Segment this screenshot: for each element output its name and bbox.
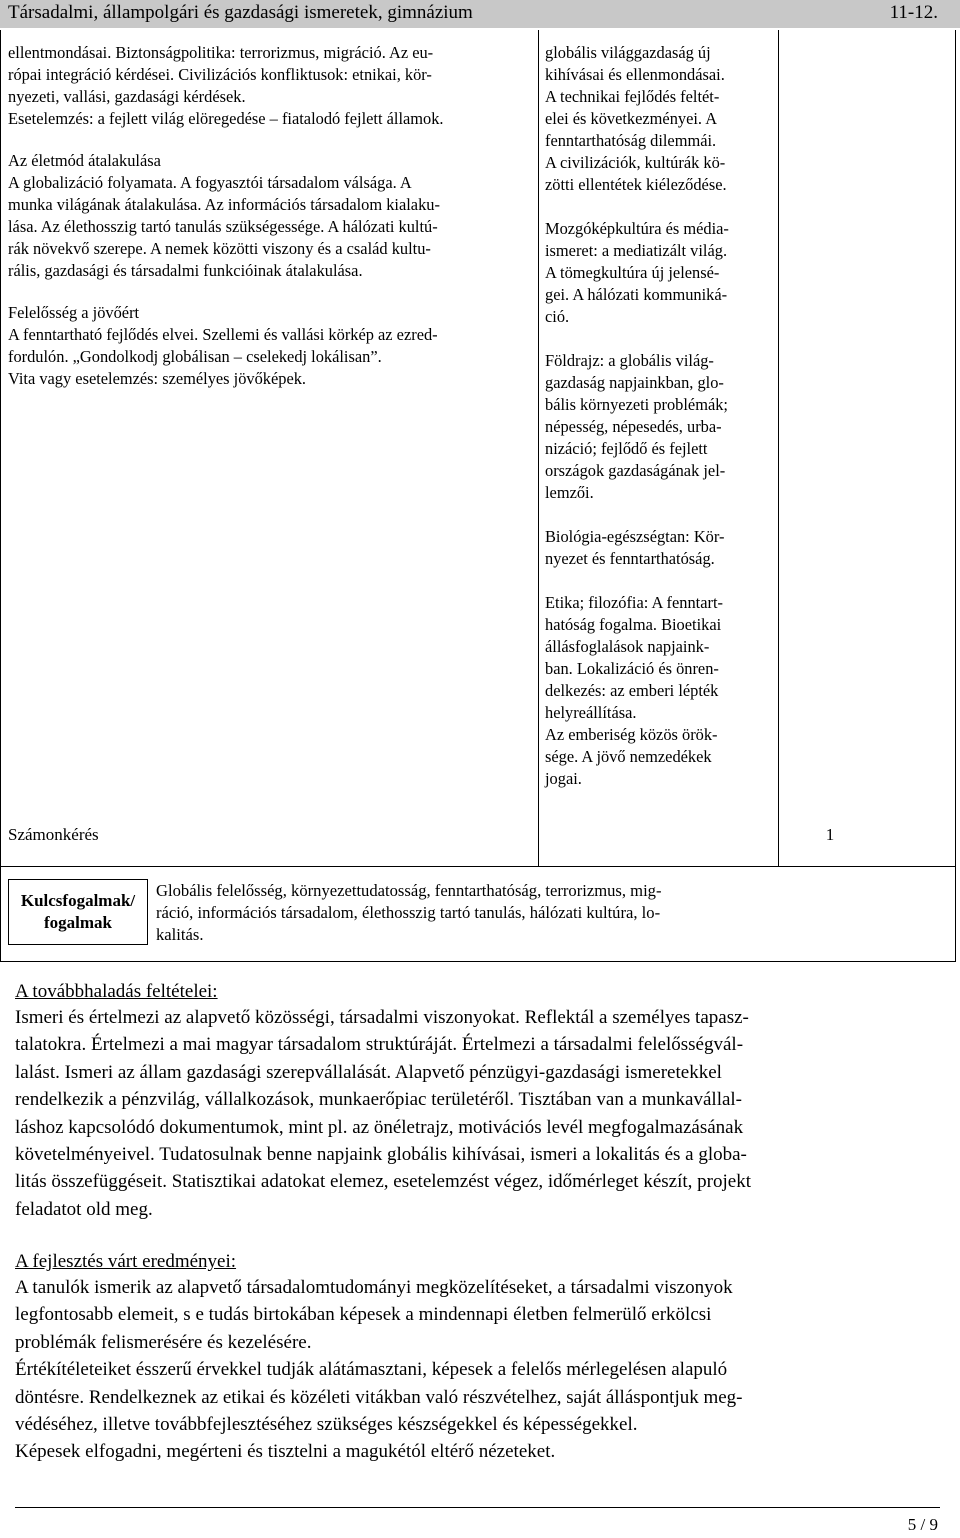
document-title: Társadalmi, állampolgári és gazdasági ismeretek, gimnázium [8,2,473,23]
text-line: láshoz kapcsolódó dokumentumok, mint pl. az önéletrajz, motivációs levél megfogalmazásának [15,1116,744,1138]
text-line: A globalizáció folyamata. A fogyasztói társadalom válsága. A [8,173,412,192]
text-line: Biológia-egészségtan: Kör- [545,527,725,546]
table-row-separator-2 [0,961,956,962]
progression-paragraph [15,1004,935,1223]
page-number: 5 / 9 [907,1515,938,1534]
text-line: kalitás. [156,925,204,944]
connections-column [545,42,777,812]
text-line: helyreállítása. [545,703,637,722]
text-line: gei. A hálózati kommuniká- [545,285,728,304]
connection-block-foldrajz [545,350,777,504]
key-concepts-label-line: Kulcsfogalmak/ [20,891,136,910]
text-line: lása. Az élethosszig tartó tanulás szükségessége. A hálózati kultú- [8,217,438,236]
text-line: A fenntartható fejlődés elvei. Szellemi és vallási körkép az ezred- [8,325,438,344]
text-line: feladatot old meg. [15,1198,153,1220]
text-line: A tömegkultúra új jelensé- [545,263,720,282]
section-title-felelosseg: Felelősség a jövőért [8,303,140,322]
text-line: Az emberiség közös örök- [545,725,718,744]
text-line: sége. A jövő nemzedékek [545,747,712,766]
connection-block-biologia [545,526,777,570]
text-line: fenntarthatóság dilemmái. [545,131,717,150]
key-concepts-label-line: fogalmak [43,913,112,932]
text-line: rendelkezik a pénzvilág, vállalkozások, munkaerőpiac területéről. Tisztában van a munkavállal- [15,1089,743,1111]
connection-block [545,42,777,196]
text-line: ció. [545,307,570,326]
text-line: Földrajz: a globális világ- [545,351,714,370]
outcomes-title: A fejlesztés várt eredményei: [15,1251,237,1272]
grade-label: 11-12. [889,2,938,23]
text-line: ráció, információs társadalom, élethosszig tartó tanulás, hálózati kultúra, lo- [156,903,661,922]
text-line: legfontosabb elemeit, s e tudás birtokában képesek a mindennapi életben felmerülő erkölcsi [15,1304,712,1326]
text-line: Értékítéleteiket ésszerű érvekkel tudják alátámasztani, képesek a felelős mérlegelésen alapuló [15,1359,728,1381]
text-line: gazdaság napjainkban, glo- [545,373,724,392]
text-line: lalást. Ismeri az állam gazdasági szerepvállalását. Alapvető pénzügyi-gazdasági ismeretekkel [15,1061,722,1083]
text-line: Etika; filozófia: A fenntart- [545,593,723,612]
table-border-left [0,30,1,962]
text-line: nyezet és fenntarthatóság. [545,549,715,568]
text-line: globális világgazdaság új [545,43,711,62]
key-concepts-text [156,880,756,946]
connection-block-etika [545,592,777,790]
outcomes-paragraph [15,1274,935,1466]
connection-block-media [545,218,777,328]
text-line: problémák felismerésére és kezelésére. [15,1331,312,1353]
text-line: zötti ellentétek kiéleződése. [545,175,727,194]
text-line: Mozgóképkultúra és média- [545,219,729,238]
text-line: elei és következményei. A [545,109,718,128]
text-line: A civilizációk, kultúrák kö- [545,153,726,172]
text-line: rópai integráció kérdései. Civilizációs konfliktusok: etnikai, kör- [8,65,432,84]
text-line: rális, gazdasági és társadalmi funkcióinak átalakulása. [8,261,363,280]
text-line: követelményeivel. Tudatosulnak benne napjaink globális kihívásai, ismeri a lokalitás és a globa- [15,1144,747,1166]
section-title-eletmod: Az életmód átalakulása [8,151,161,170]
text-line: A technikai fejlődés feltét- [545,87,720,106]
text-line: ellentmondásai. Biztonságpolitika: terrorizmus, migráció. Az eu- [8,43,434,62]
table-border-right [955,30,956,962]
topic-content-column [8,42,530,390]
assessment-label: Számonkérés [8,825,99,844]
text-line: Globális felelősség, környezettudatosság, fenntarthatóság, terrorizmus, mig- [156,881,662,900]
text-line: jogai. [545,769,582,788]
table-divider-main [538,30,539,866]
text-line: fordulón. „Gondolkodj globálisan – cselekedj lokálisan”. [8,347,382,366]
text-line: nizáció; fejlődő és fejlett [545,439,708,458]
text-line: Ismeri és értelmezi az alapvető közösségi, társadalmi viszonyokat. Reflektál a személyes tapasz- [15,1007,749,1028]
text-line: ismeret: a mediatizált világ. [545,241,728,260]
text-line: munka világának átalakulása. Az információs társadalom kialaku- [8,195,440,214]
key-concepts-label [8,879,148,945]
text-line: delkezés: az emberi lépték [545,681,719,700]
text-line: védéséhez, illetve továbbfejlesztéséhez szükséges készségekkel és képességekkel. [15,1414,638,1436]
text-line: talatokra. Értelmezi a mai magyar társadalom struktúráját. Értelmezi a társadalmi felelősségvál- [15,1034,744,1056]
text-line: országok gazdaságának jel- [545,461,726,480]
text-line: rák növekvő szerepe. A nemek közötti viszony és a család kultu- [8,239,431,258]
text-line: Vita vagy esetelemzés: személyes jövőképek. [8,369,307,388]
text-line: lemzői. [545,483,594,502]
assessment-value: 1 [825,825,835,844]
text-line: nyezeti, vallási, gazdasági kérdések. [8,87,246,106]
page-header [0,0,960,28]
table-row-separator-1 [0,866,956,867]
text-line: népesség, népesedés, urba- [545,417,722,436]
text-line: állásfoglalások napjaink- [545,637,710,656]
text-line: bális környezeti problémák; [545,395,728,414]
text-line: ban. Lokalizáció és önren- [545,659,719,678]
text-line: litás összefüggéseit. Statisztikai adatokat elemez, esetelemzést végez, időmérleget készít, projekt [15,1171,751,1193]
text-line: döntésre. Rendelkeznek az etikai és közéleti vitákban való részvételhez, saját álláspontjuk meg- [15,1386,743,1408]
text-line: A tanulók ismerik az alapvető társadalomtudományi megközelítéseket, a társadalmi viszonyok [15,1277,733,1298]
table-divider-score [778,30,779,866]
text-line: kihívásai és ellenmondásai. [545,65,725,84]
text-line: Képesek elfogadni, megérteni és tisztelni a magukétól eltérő nézeteket. [15,1441,556,1463]
text-line: Esetelemzés: a fejlett világ elöregedése – fiatalodó fejlett államok. [8,109,444,128]
footer-divider [15,1507,940,1508]
progression-title: A továbbhaladás feltételei: [15,981,218,1002]
text-line: hatóság fogalma. Bioetikai [545,615,722,634]
